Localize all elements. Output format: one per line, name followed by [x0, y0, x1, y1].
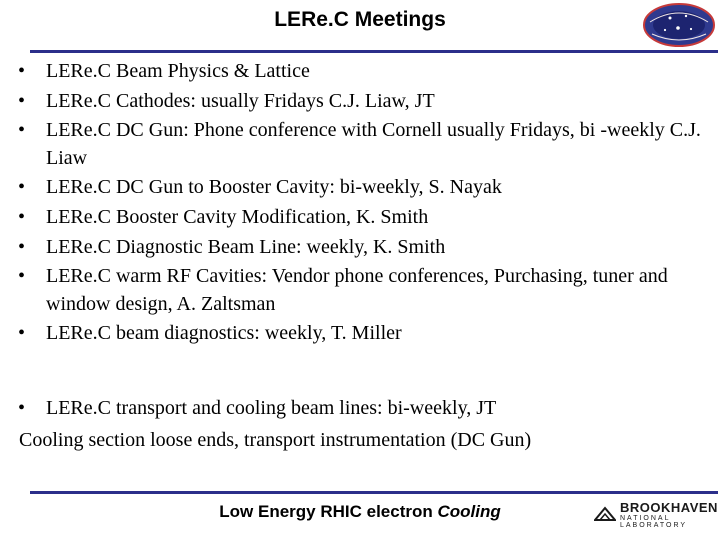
footer-title	[210, 502, 510, 522]
list-item: • LERe.C warm RF Cavities: Vendor phone conferences, Purchasing, tuner and window design, A. Zaltsman	[18, 265, 668, 315]
list-item: • LERe.C Booster Cavity Modification, K. Smith	[18, 206, 429, 228]
bnl-wordmark: BROOKHAVEN	[620, 500, 718, 515]
list-item: • LERe.C Beam Physics & Lattice	[18, 60, 310, 82]
brookhaven-logo-icon	[590, 500, 720, 530]
footer-text-normal: Low Energy RHIC electron	[219, 502, 438, 521]
list-item: • LERe.C Diagnostic Beam Line: weekly, K. Smith	[18, 236, 446, 258]
cooling-note: Cooling section loose ends, transport instrumentation (DC Gun)	[19, 429, 532, 451]
bullet-list	[18, 56, 708, 348]
brookhaven-mark-icon	[594, 506, 616, 522]
transport-section	[18, 392, 708, 456]
list-item: • LERe.C transport and cooling beam lines: bi-weekly, JT	[18, 397, 497, 419]
list-item: • LERe.C beam diagnostics: weekly, T. Miller	[18, 322, 402, 344]
list-item: • LERe.C DC Gun: Phone conference with Cornell usually Fridays, bi -weekly C.J. Liaw	[18, 119, 701, 169]
bnl-subtitle: NATIONAL LABORATORY	[620, 515, 688, 529]
footer-text-italic: Cooling	[437, 502, 501, 521]
list-item: • LERe.C Cathodes: usually Fridays C.J. Liaw, JT	[18, 90, 435, 112]
collider-accelerator-logo-icon	[642, 2, 716, 48]
top-divider	[30, 50, 718, 53]
list-item: • LERe.C DC Gun to Booster Cavity: bi-weekly, S. Nayak	[18, 176, 502, 198]
slide-title: LERe.C Meetings	[274, 8, 446, 31]
bottom-divider	[30, 491, 718, 494]
